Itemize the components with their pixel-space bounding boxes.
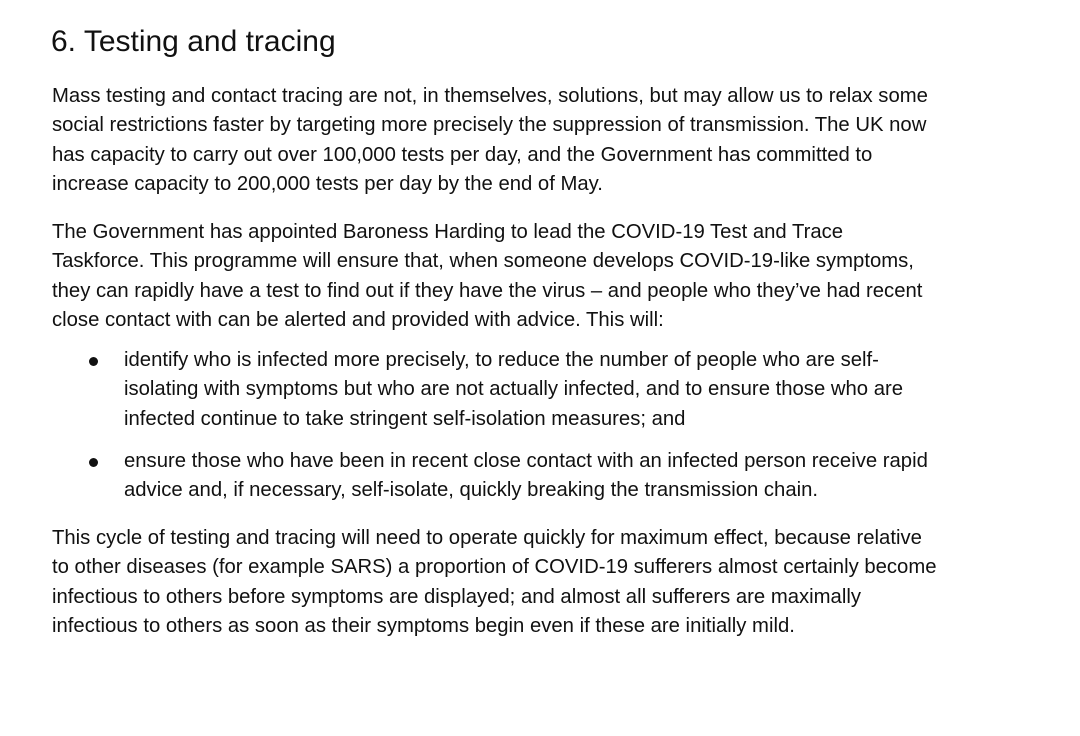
paragraph-line: Mass testing and contact tracing are not, in themselves, solutions, but may allow us to relax some: [52, 85, 928, 107]
bullet-line: advice and, if necessary, self-isolate, quickly breaking the transmission chain.: [124, 479, 819, 502]
paragraph-line: Taskforce. This programme will ensure that, when someone develops COVID-19-like symptoms,: [52, 250, 914, 273]
paragraph-line: has capacity to carry out over 100,000 tests per day, and the Government has committed to: [52, 143, 873, 166]
paragraph-line: infectious to others as soon as their symptoms begin even if these are initially mild.: [52, 614, 795, 637]
paragraph-cycle: [52, 524, 937, 641]
bullet-line: isolating with symptoms but who are not actually infected, and to ensure those who are: [124, 378, 904, 401]
paragraph-line: close contact with can be alerted and provided with advice. This will:: [52, 308, 664, 331]
paragraph-line: The Government has appointed Baroness Harding to lead the COVID-19 Test and Trace: [52, 221, 844, 243]
paragraph-line: social restrictions faster by targeting more precisely the suppression of transmission. The UK now: [52, 114, 927, 137]
section-heading: 6. Testing and tracing: [51, 25, 336, 58]
bullet-line: identify who is infected more precisely, to reduce the number of people who are self-: [124, 349, 879, 371]
paragraph-taskforce: [52, 218, 922, 335]
bullet-icon: [89, 357, 98, 366]
bullet-line: ensure those who have been in recent close contact with an infected person receive rapid: [124, 450, 928, 472]
paragraph-line: infectious to others before symptoms are displayed; and almost all sufferers are maximally: [52, 585, 861, 608]
paragraph-line: to other diseases (for example SARS) a proportion of COVID-19 sufferers almost certainly become: [52, 556, 937, 579]
bullet-text: [124, 447, 928, 506]
paragraph-line: This cycle of testing and tracing will need to operate quickly for maximum effect, because relative: [52, 527, 922, 549]
bullet-text: [124, 346, 903, 434]
paragraph-line: they can rapidly have a test to find out if they have the virus – and people who they’ve had recent: [52, 279, 923, 302]
paragraph-mass-testing: [52, 82, 928, 199]
paragraph-line: increase capacity to 200,000 tests per day by the end of May.: [52, 172, 603, 195]
bullet-line: infected continue to take stringent self-isolation measures; and: [124, 407, 686, 430]
bullet-icon: [89, 458, 98, 467]
